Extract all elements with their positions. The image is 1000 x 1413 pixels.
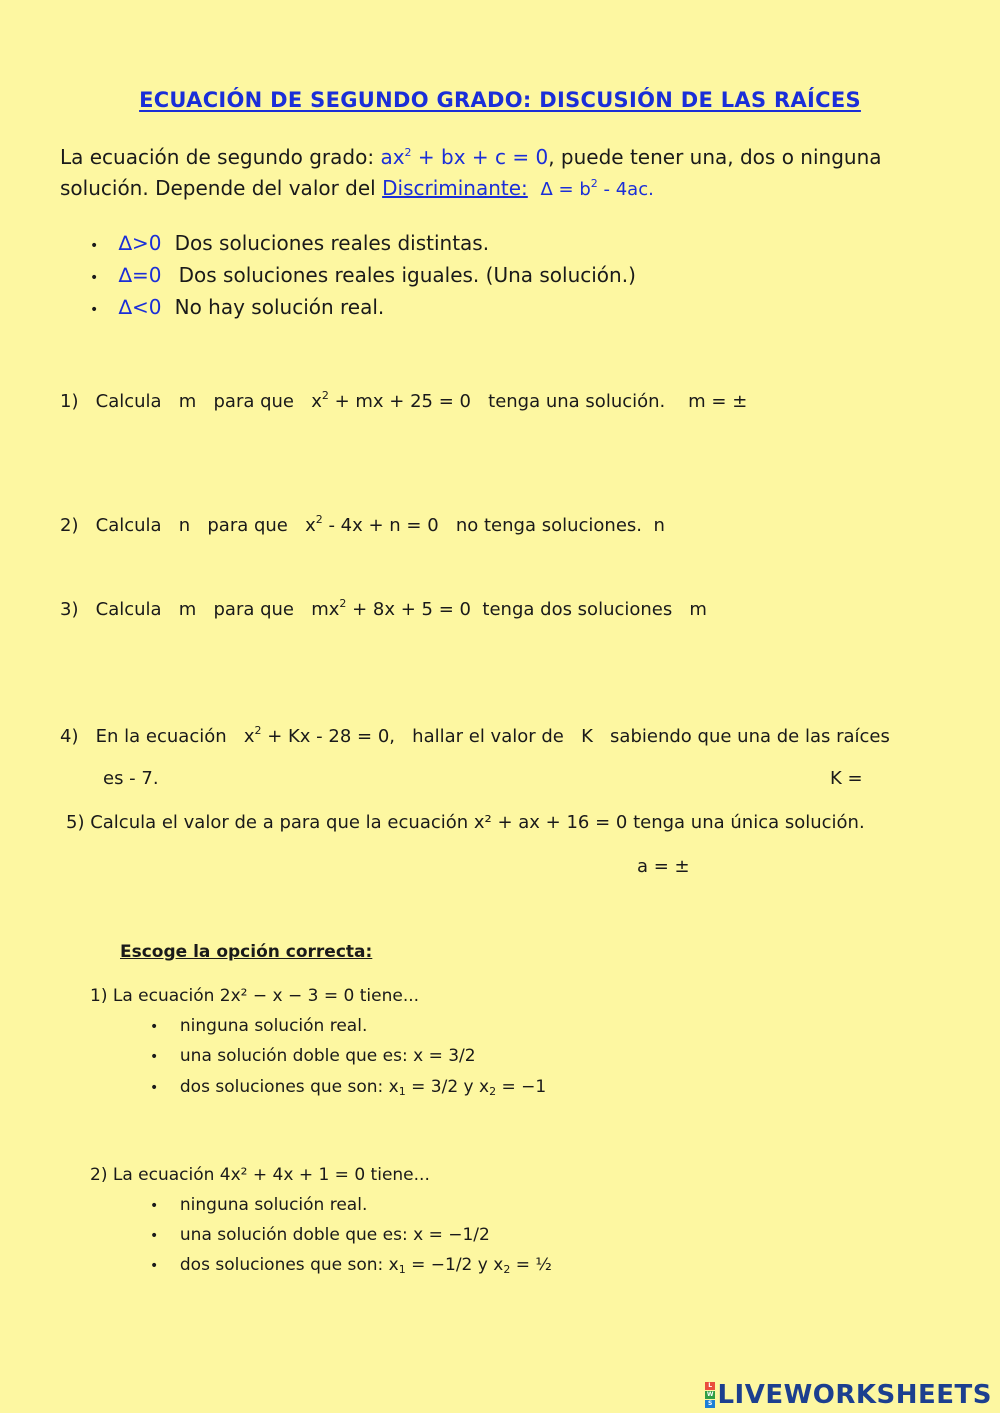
case-condition: ∆>0	[118, 231, 162, 255]
intro-text-cont: , puede tener una, dos o ninguna	[548, 145, 882, 169]
exercise-3-answer-label: m	[689, 599, 707, 620]
case-text: No hay solución real.	[174, 295, 385, 319]
intro-line-2	[60, 176, 654, 200]
bullet-icon: •	[90, 270, 99, 286]
exercise-4-answer-label: K =	[830, 768, 863, 789]
bullet-icon: •	[90, 302, 99, 318]
case-text: Dos soluciones reales iguales. (Una solución.)	[178, 263, 636, 287]
question-1-stem: 1) La ecuación 2x² − x − 3 = 0 tiene...	[90, 986, 420, 1006]
bullet-icon: •	[150, 1019, 159, 1035]
case-condition: ∆<0	[118, 295, 162, 319]
discriminante-label: Discriminante:	[382, 176, 528, 200]
exercise-2: 2) Calcula n para que $x^2 - 4x + n = 0$ no tenga soluciones. n	[60, 513, 665, 536]
bullet-icon: •	[150, 1258, 159, 1274]
exercise-4-cont: es - 7.	[103, 768, 159, 789]
liveworksheets-logo	[705, 1380, 992, 1410]
question-2-option-2[interactable]: • una solución doble que es: x = −1/2	[150, 1225, 490, 1245]
exercise-1-answer-label: m = ±	[688, 391, 748, 412]
bullet-icon: •	[150, 1228, 159, 1244]
question-1-option-2[interactable]: • una solución doble que es: x = 3/2	[150, 1046, 476, 1066]
discriminant-formula: $\Delta = b^2 - 4ac$.	[540, 177, 654, 200]
case-item	[90, 295, 384, 319]
case-item	[90, 231, 489, 255]
exercise-2-answer-label: n	[653, 515, 665, 536]
question-2-stem: 2) La ecuación 4x² + 4x + 1 = 0 tiene...	[90, 1165, 430, 1185]
bullet-icon: •	[150, 1049, 159, 1065]
bullet-icon: •	[150, 1198, 159, 1214]
page-title: ECUACIÓN DE SEGUNDO GRADO: DISCUSIÓN DE LAS RAÍCES	[139, 88, 861, 112]
intro-text-2: solución. Depende del valor del	[60, 176, 383, 200]
bullet-icon: •	[150, 1080, 159, 1096]
choose-heading: Escoge la opción correcta:	[120, 942, 373, 962]
question-2-option-3[interactable]: • dos soluciones que son: $x_1 = -1/2$ y $x_2$ = ½	[150, 1255, 552, 1276]
question-2-option-1[interactable]: • ninguna solución real.	[150, 1195, 368, 1215]
general-equation: $ax^2$ + bx + c = 0	[380, 145, 549, 169]
exercise-5-answer-label: a = ±	[637, 856, 690, 877]
exercise-1: 1) Calcula m para que $x^2$ + mx + 25 = 0 tenga una solución. m = ±	[60, 389, 748, 412]
exercise-3: 3) Calcula m para que $mx^2 + 8x + 5 = 0$ tenga dos soluciones m	[60, 597, 707, 620]
intro-line-1	[60, 145, 882, 169]
exercise-5: 5) Calcula el valor de a para que la ecuación x² + ax + 16 = 0 tenga una única solución.	[66, 812, 865, 833]
intro-text: La ecuación de segundo grado:	[60, 145, 381, 169]
logo-text: LIVEWORKSHEETS	[717, 1380, 992, 1410]
logo-tiles-icon: L W S	[706, 1382, 715, 1407]
bullet-icon: •	[90, 238, 99, 254]
question-1-option-3[interactable]: • dos soluciones que son: $x_1 = 3/2$ y $x_2 = -1$	[150, 1077, 547, 1098]
exercise-4: 4) En la ecuación $x^2 + Kx - 28 = 0$, hallar el valor de K sabiendo que una de las raíces	[60, 724, 890, 747]
case-condition: ∆=0	[118, 263, 162, 287]
case-item	[90, 263, 636, 287]
question-1-option-1[interactable]: • ninguna solución real.	[150, 1016, 368, 1036]
case-text: Dos soluciones reales distintas.	[174, 231, 490, 255]
